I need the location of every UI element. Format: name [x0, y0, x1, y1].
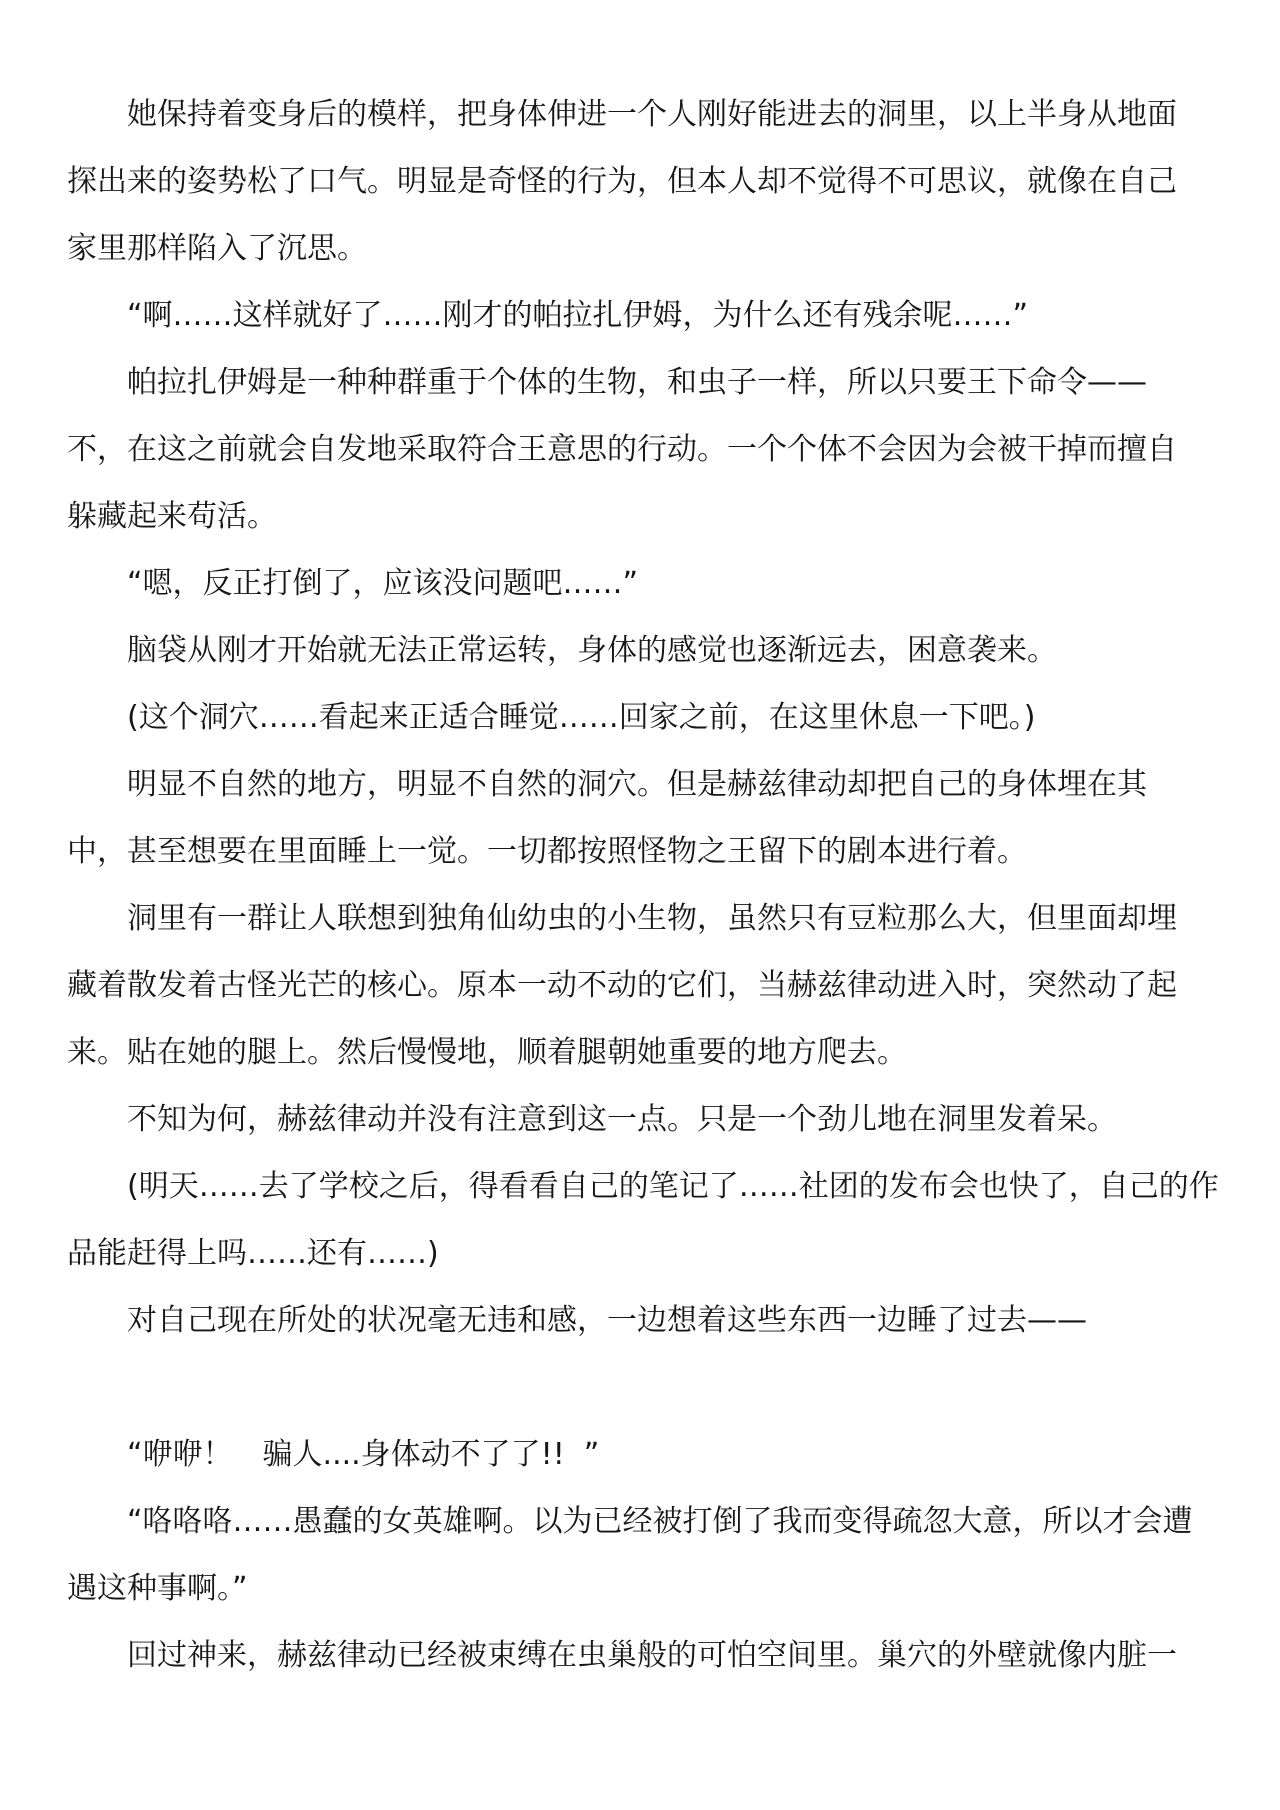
text-line: 不知为何，赫兹律动并没有注意到这一点。只是一个劲儿地在洞里发着呆。 [127, 1102, 1117, 1137]
text-line: 中，甚至想要在里面睡上一觉。一切都按照怪物之王留下的剧本进行着。 [67, 834, 1027, 869]
text-line: “咿咿！ 骗人....身体动不了了!! ” [127, 1437, 600, 1472]
text-line: 对自己现在所处的状况毫无违和感，一边想着这些东西一边睡了过去—— [127, 1303, 1087, 1338]
text-block [67, 81, 1219, 1689]
text-line: 帕拉扎伊姆是一种种群重于个体的生物，和虫子一样，所以只要王下命令—— [127, 365, 1147, 400]
text-line: 品能赶得上吗……还有……) [67, 1236, 439, 1271]
text-line: “啊……这样就好了……刚才的帕拉扎伊姆，为什么还有残余呢……” [127, 298, 1029, 333]
text-line: (明天……去了学校之后，得看看自己的笔记了……社团的发布会也快了，自己的作 [127, 1169, 1219, 1204]
text-line: 不，在这之前就会自发地采取符合王意思的行动。一个个体不会因为会被干掉而擅自 [67, 432, 1177, 467]
text-line: 她保持着变身后的模样，把身体伸进一个人刚好能进去的洞里，以上半身从地面 [127, 97, 1177, 132]
text-line: 脑袋从刚才开始就无法正常运转，身体的感觉也逐渐远去，困意袭来。 [127, 633, 1057, 668]
blank-line [67, 1354, 1219, 1421]
text-line: 洞里有一群让人联想到独角仙幼虫的小生物，虽然只有豆粒那么大，但里面却埋 [127, 901, 1177, 936]
text-line: 回过神来，赫兹律动已经被束缚在虫巢般的可怕空间里。巢穴的外壁就像内脏一 [127, 1638, 1177, 1673]
text-line: 遇这种事啊。” [67, 1571, 248, 1606]
text-line: “咯咯咯……愚蠢的女英雄啊。以为已经被打倒了我而变得疏忽大意，所以才会遭 [127, 1504, 1193, 1539]
text-line: 家里那样陷入了沉思。 [67, 231, 367, 266]
text-line: 躲藏起来苟活。 [67, 499, 277, 534]
text-line: 藏着散发着古怪光芒的核心。原本一动不动的它们，当赫兹律动进入时，突然动了起 [67, 968, 1177, 1003]
text-line: (这个洞穴……看起来正适合睡觉……回家之前，在这里休息一下吧。) [127, 700, 1036, 735]
text-line: 明显不自然的地方，明显不自然的洞穴。但是赫兹律动却把自己的身体埋在其 [127, 767, 1147, 802]
text-line: “嗯，反正打倒了，应该没问题吧……” [127, 566, 639, 601]
text-line: 来。贴在她的腿上。然后慢慢地，顺着腿朝她重要的地方爬去。 [67, 1035, 907, 1070]
text-line: 探出来的姿势松了口气。明显是奇怪的行为，但本人却不觉得不可思议，就像在自己 [67, 164, 1177, 199]
